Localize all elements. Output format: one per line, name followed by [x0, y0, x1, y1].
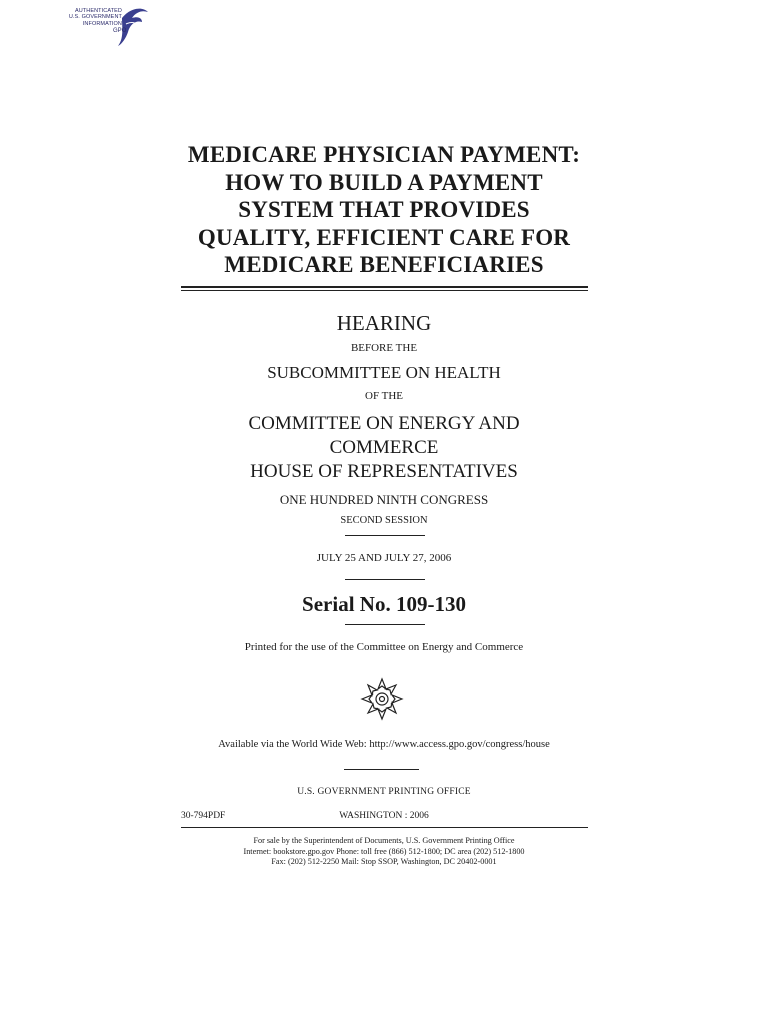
committee-name [0, 412, 768, 484]
printed-for-note: Printed for the use of the Committee on Energy and Commerce [244, 641, 524, 653]
hearing-label: HEARING [336, 311, 432, 335]
logo-text: AUTHENTICATED U.S. GOVERNMENT INFORMATION [68, 8, 122, 27]
committee-line: COMMITTEE ON ENERGY AND [248, 413, 520, 434]
title-double-rule-bottom [181, 290, 588, 291]
title-line: HOW TO BUILD A PAYMENT [225, 169, 543, 195]
title-line: MEDICARE BENEFICIARIES [224, 252, 544, 277]
divider-rule [345, 579, 425, 580]
sale-information [0, 836, 768, 868]
availability-note: Available via the World Wide Web: http://www.access.gpo.gov/congress/house [218, 739, 550, 750]
congress-label: ONE HUNDRED NINTH CONGRESS [279, 492, 489, 507]
divider-rule [345, 624, 425, 625]
session-label: SECOND SESSION [340, 515, 428, 526]
gpo-mark: GPO [113, 28, 127, 34]
document-title [0, 141, 768, 279]
imprint-place-year: WASHINGTON : 2006 [339, 811, 429, 821]
eagle-icon [116, 4, 150, 48]
sale-line: Internet: bookstore.gpo.gov Phone: toll free (866) 512-1800; DC area (202) 512-1800 [243, 846, 525, 856]
authenticated-gpo-logo [58, 4, 150, 48]
serial-number: Serial No. 109-130 [302, 592, 466, 616]
title-double-rule-top [181, 286, 588, 288]
title-line: SYSTEM THAT PROVIDES [238, 197, 530, 222]
title-line: MEDICARE PHYSICIAN PAYMENT: [187, 142, 581, 167]
printing-office-label: U.S. GOVERNMENT PRINTING OFFICE [297, 787, 471, 797]
before-the-label: BEFORE THE [350, 342, 418, 354]
divider-rule [345, 535, 425, 536]
committee-line: HOUSE OF REPRESENTATIVES [250, 461, 518, 482]
committee-line: COMMERCE [329, 437, 439, 458]
subcommittee-name: SUBCOMMITTEE ON HEALTH [267, 363, 501, 382]
sale-line: Fax: (202) 512-2250 Mail: Stop SSOP, Washington, DC 20402-0001 [271, 857, 497, 866]
ornament-emblem-icon [359, 676, 405, 722]
hearing-dates: JULY 25 AND JULY 27, 2006 [316, 552, 452, 564]
divider-rule [344, 769, 419, 770]
title-line: QUALITY, EFFICIENT CARE FOR [197, 224, 571, 250]
of-the-label: OF THE [365, 390, 403, 402]
job-number: 30-794PDF [181, 811, 226, 821]
sale-line: For sale by the Superintendent of Documents, U.S. Government Printing Office [253, 836, 515, 845]
imprint-rule [181, 827, 588, 828]
